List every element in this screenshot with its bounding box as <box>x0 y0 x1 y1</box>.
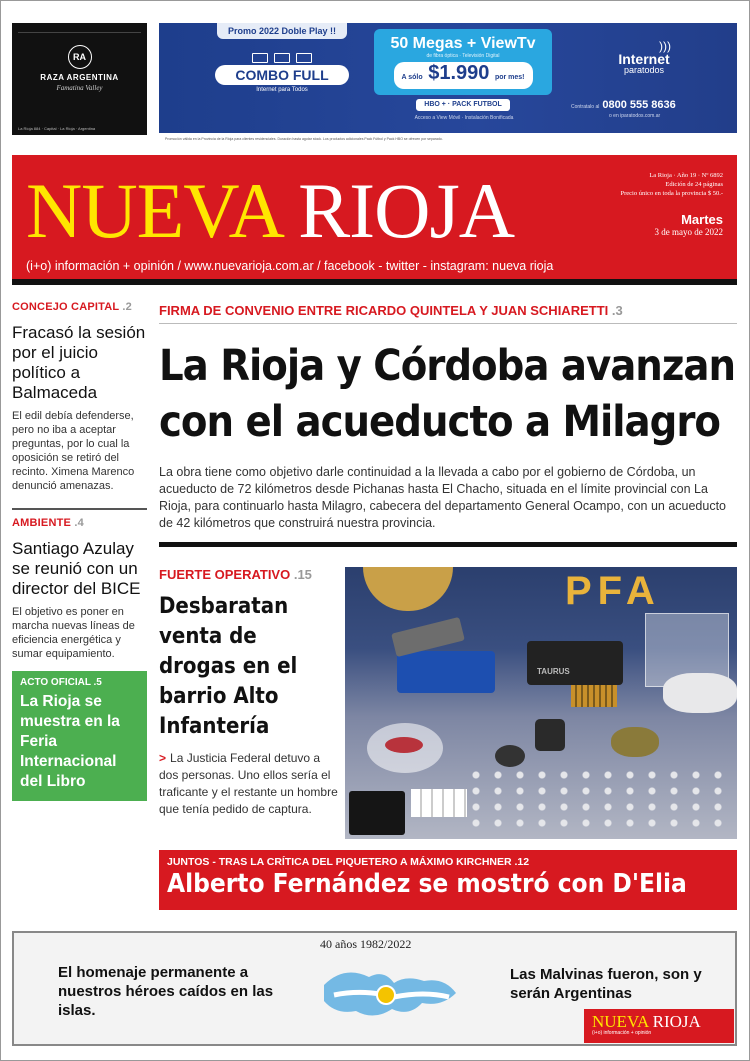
ad-fine-print: Promoción válida en la Provincia de la Rioja para clientes residenciales. Duración hasta agotar stock. Los productos adicionales Pack Fútbol y Pack HBO se ofrecen por separado. <box>159 133 737 145</box>
combo-subtitle: Internet para Todos <box>256 87 308 93</box>
photo-grinder <box>495 745 525 767</box>
photo-phone <box>349 791 405 835</box>
story-headline: Fracasó la sesión por el juicio político a Balmaceda <box>12 323 146 402</box>
banner-right-text: Las Malvinas fueron, son y serán Argentinas <box>510 966 702 1002</box>
story-headline: La Rioja se muestra en la Feria Internacional del Libro <box>20 693 120 790</box>
story-ambiente[interactable] <box>12 517 147 661</box>
ad-raza-argentina[interactable] <box>12 23 147 135</box>
ad-phone: Contratalo al 0800 555 8636 <box>571 99 676 111</box>
story-concejo[interactable] <box>12 301 147 493</box>
offer-title: 50 Megas + ViewTv <box>390 35 536 52</box>
photo-herb <box>611 727 659 757</box>
second-story-summary: > La Justicia Federal detuvo a dos personas. Uno ellos sería el traficante y el restante un hombre que tenía pedido de captura. <box>159 751 338 816</box>
channel-logos: HBO + · PACK FUTBOL <box>416 99 510 111</box>
ad-offer <box>374 29 552 95</box>
masthead-tagline: (i+o) información + opinión / www.nuevarioja.com.ar / facebook - twitter - instagram: nueva rioja <box>26 259 554 273</box>
newspaper-title[interactable]: NUEVA RIOJA <box>26 167 515 254</box>
story-kicker: CONCEJO CAPITAL .2 <box>12 301 132 313</box>
photo-blue-box <box>397 651 495 693</box>
ad-web: o en iparatodos.com.ar <box>609 113 661 119</box>
raza-argentina-name: RAZA ARGENTINA <box>40 73 119 82</box>
internet-paratodos-logo: ))) Internet paratodos <box>618 39 671 75</box>
ad-access-text: Acceso a View Móvil · Instalación Bonificada <box>414 115 514 121</box>
photo-powder <box>663 673 737 713</box>
edition-day: Martes <box>681 212 723 227</box>
story-kicker: AMBIENTE .4 <box>12 517 84 529</box>
banner-left-text: El homenaje permanente a nuestros héroes caídos en las islas. <box>58 964 274 1019</box>
story-summary: El objetivo es poner en marcha nuevas líneas de eficiencia energética y sumar equipamiento. <box>12 606 135 660</box>
photo-sign: PFA <box>565 569 661 613</box>
section-divider <box>159 542 737 547</box>
devices-icon <box>215 53 349 63</box>
banner-logo: NUEVA RIOJA (i+o) información + opinión <box>584 1009 734 1043</box>
photo-bullets <box>571 685 617 707</box>
second-story-photo[interactable] <box>345 567 737 839</box>
raza-argentina-fine-print: La Rioja 884 · Capital · La Rioja · Argentina <box>18 126 96 131</box>
photo-substance <box>385 737 423 753</box>
police-emblem <box>363 567 453 611</box>
red-bar-headline: Alberto Fernández se mostró con D'Elia <box>167 869 687 899</box>
second-story-kicker: FUERTE OPERATIVO .15 <box>159 567 312 582</box>
ad-combo <box>215 53 349 93</box>
photo-jar <box>535 719 565 751</box>
banner-years: 40 años 1982/2022 <box>320 937 412 951</box>
ad-divider <box>18 27 141 33</box>
raza-argentina-tagline: Famatina Valley <box>56 84 103 92</box>
photo-doses <box>465 767 735 831</box>
second-story[interactable] <box>159 567 737 839</box>
ad-promo-label: Promo 2022 Doble Play !! <box>217 23 347 39</box>
main-story-headline: La Rioja y Córdoba avanzan con el acueducto a Milagro <box>159 341 735 447</box>
kicker-underline <box>159 323 737 324</box>
photo-gun-case: TAURUS <box>527 641 623 685</box>
story-headline: Santiago Azulay se reunió con un director del BICE <box>12 539 141 598</box>
malvinas-banner[interactable] <box>12 931 737 1046</box>
main-story[interactable] <box>159 287 737 547</box>
arrow-bullet-icon: > <box>159 751 167 765</box>
story-acto-oficial[interactable] <box>12 671 147 801</box>
ad-internet-paratodos[interactable] <box>159 23 737 145</box>
wifi-icon: ))) <box>659 39 671 53</box>
masthead <box>12 155 737 285</box>
main-story-summary: La obra tiene como objetivo darle continuidad a la llevada a cabo por el gobierno de Córdoba, un acueducto de 72 kilómetros desde Pichanas hasta El Chacho, situada en el límite provincial con La Rioja, para continuarlo hasta Milagro, cabecera del departamento General Ocampo, con un acueducto de 42 kilómetros que construirá nuestra provincia. <box>159 465 727 530</box>
combo-title: COMBO FULL <box>215 65 349 85</box>
main-story-kicker: FIRMA DE CONVENIO ENTRE RICARDO QUINTELA Y JUAN SCHIARETTI .3 <box>159 303 623 318</box>
malvinas-islands-icon <box>314 955 464 1035</box>
red-bar-kicker: JUNTOS - TRAS LA CRÍTICA DEL PIQUETERO A MÁXIMO KIRCHNER .12 <box>167 856 530 868</box>
second-story-headline: Desbaratan venta de drogas en el barrio Alto Infantería <box>159 594 298 739</box>
second-story-text <box>159 567 339 818</box>
left-column <box>12 301 147 801</box>
offer-price: A sólo $1.990 por mes! <box>394 62 533 89</box>
offer-subtitle: de fibra óptica · Televisión Digital <box>426 53 500 59</box>
raza-argentina-logo: RA <box>68 45 92 69</box>
photo-pills <box>411 789 467 817</box>
red-bar-story[interactable] <box>159 850 737 910</box>
divider <box>12 508 147 510</box>
story-kicker: ACTO OFICIAL .5 <box>20 677 102 688</box>
edition-date: 3 de mayo de 2022 <box>654 227 723 237</box>
story-summary: El edil debía defenderse, pero no iba a aceptar preguntas, por lo cual la oposición se retiró del recinto. Ximena Marenco denunció amenazas. <box>12 410 135 492</box>
edition-info: La Rioja · Año 19 · Nº 6892 Edición de 24 páginas Precio único en toda la provincia $ 50.- Martes 3 de mayo de 2022 <box>620 172 723 237</box>
